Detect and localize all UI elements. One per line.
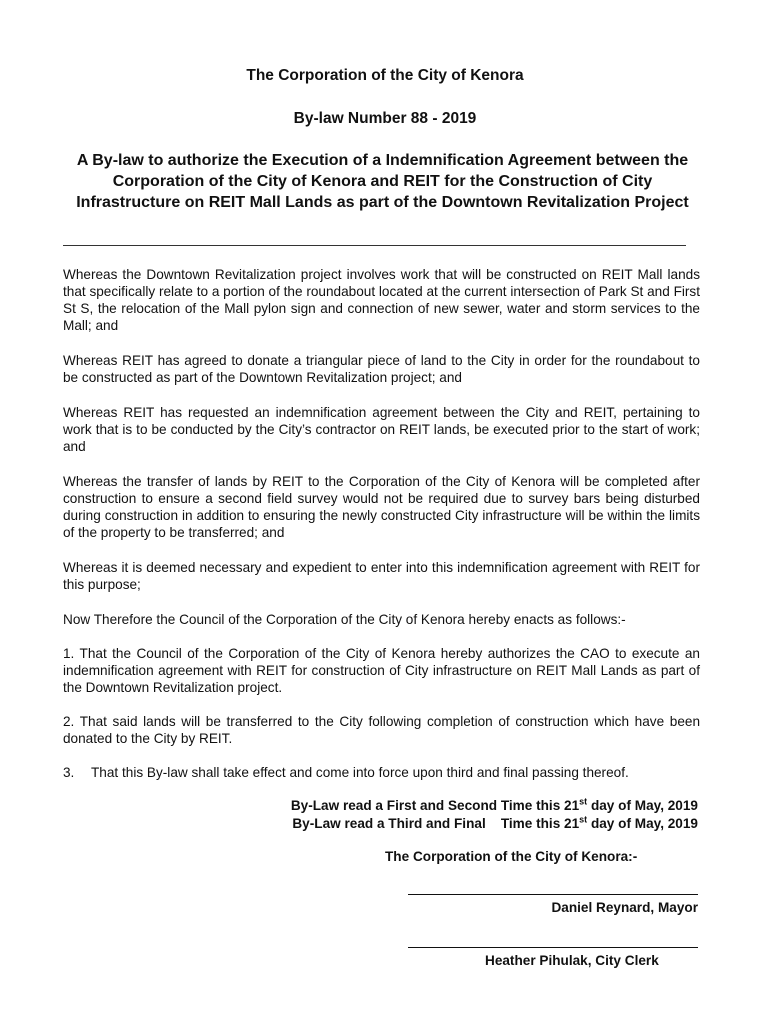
whereas-paragraph-2: Whereas REIT has agreed to donate a triangular piece of land to the City in order for the roundabout to be constructed as part of the Downtown Revitalization project; and [63,353,700,385]
clause-2: 2. That said lands will be transferred to the City following completion of construction which have been donated to the City by REIT. [63,714,700,746]
reading-date: day of May, 2019 [587,798,698,813]
reading-date: day of May, 2019 [587,816,698,831]
ordinal-suffix: st [579,814,588,825]
whereas-paragraph-4: Whereas the transfer of lands by REIT to the Corporation of the City of Kenora will be completed after construction to ensure a second field survey would not be required due to survey bars being disturbed during construction in addition to ensuring the newly constructed City infrastructure will be within the limits of the property to be transferred; and [63,474,700,540]
signature-corporation: The Corporation of the City of Kenora:- [385,849,638,864]
first-second-reading [291,797,698,814]
whereas-paragraph-3: Whereas REIT has requested an indemnification agreement between the City and REIT, pertaining to work that is to be conducted by the City’s contractor on REIT lands, be executed prior to the start of work; and [63,405,700,454]
whereas-paragraph-1: Whereas the Downtown Revitalization project involves work that will be constructed on REIT Mall lands that specifically relate to a portion of the roundabout located at the current intersection of Park St and First St S, the relocation of the Mall pylon sign and connection of new sewer, water and storm services to the Mall; and [63,267,700,333]
third-reading [292,815,698,832]
enacting-clause: Now Therefore the Council of the Corporation of the City of Kenora hereby enacts as follows:- [63,612,626,627]
clerk-signature-line [408,947,698,948]
mayor-name: Daniel Reynard, Mayor [551,900,698,915]
reading-text: By-Law read a Third and Final Time this 21 [292,816,580,831]
clause-3-text: That this By-law shall take effect and come into force upon third and final passing thereof. [91,765,629,780]
bylaw-subject: A By-law to authorize the Execution of a Indemnification Agreement between the Corporation of the City of Kenora and REIT for the Construction of City Infrastructure on REIT Mall Lands as part of the Downtown Revitalization Project [76,152,689,211]
whereas-paragraph-5: Whereas it is deemed necessary and expedient to enter into this indemnification agreement with REIT for this purpose; [63,560,700,592]
mayor-signature-line [408,894,698,895]
clerk-name: Heather Pihulak, City Clerk [485,953,659,968]
bylaw-number: By-law Number 88 - 2019 [293,110,477,127]
ordinal-suffix: st [579,796,588,807]
clause-3-number: 3. [63,765,75,780]
clause-1: 1. That the Council of the Corporation of the City of Kenora hereby authorizes the CAO to execute an indemnification agreement with REIT for construction of City infrastructure on REIT Mall Lands as part of the Downtown Revitalization project. [63,646,700,695]
reading-text: By-Law read a First and Second Time this 21 [290,798,580,813]
clause-3 [63,764,700,781]
divider [63,245,686,246]
corporation-title: The Corporation of the City of Kenora [246,67,524,84]
